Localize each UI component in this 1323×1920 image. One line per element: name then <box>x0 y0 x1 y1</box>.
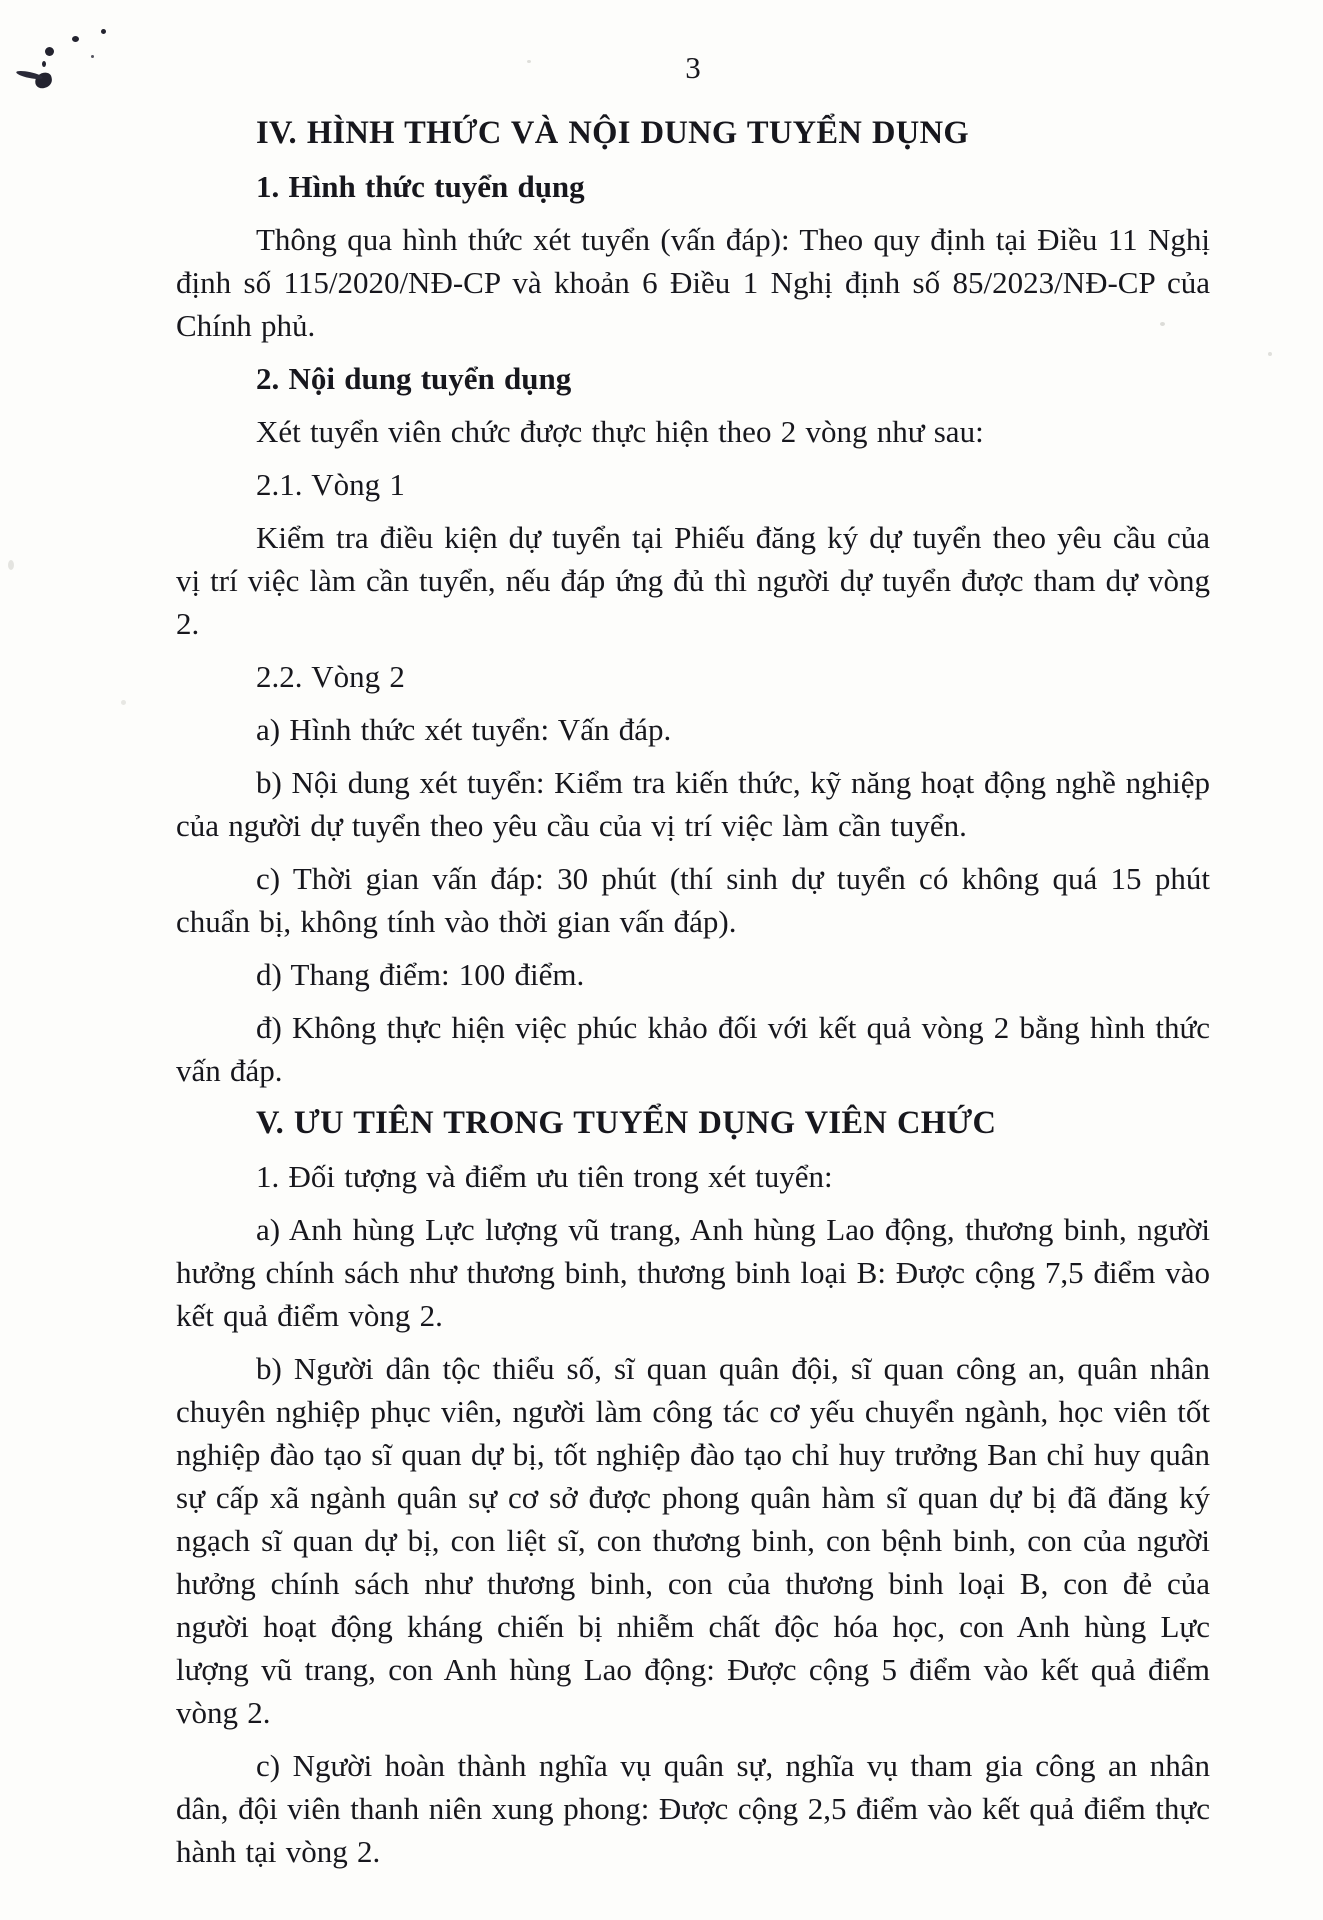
page-number: 3 <box>685 50 701 85</box>
paragraph: 1. Đối tượng và điểm ưu tiên trong xét tuyển: <box>256 1159 833 1194</box>
ink-dot <box>45 47 54 56</box>
section-heading: V. ƯU TIÊN TRONG TUYỂN DỤNG VIÊN CHỨC <box>256 1105 997 1141</box>
ink-blob <box>34 71 54 89</box>
section-heading: IV. HÌNH THỨC VÀ NỘI DUNG TUYỂN DỤNG <box>256 115 969 151</box>
scan-speck <box>8 560 14 570</box>
paragraph: đ) Không thực hiện việc phúc khảo đối với kết quả vòng 2 bằng hình thức vấn đáp. <box>176 1010 1210 1088</box>
sub-heading: 2. Nội dung tuyển dụng <box>256 361 572 396</box>
ink-dot <box>91 55 94 58</box>
ink-tail <box>16 69 44 80</box>
sub-heading: 1. Hình thức tuyển dụng <box>256 169 585 204</box>
ink-dot <box>42 61 46 67</box>
paragraph: b) Người dân tộc thiểu số, sĩ quan quân đội, sĩ quan công an, quân nhân chuyên nghiệp phục viên, người làm công tác cơ yếu chuyển ngành, học viên tốt nghiệp đào tạo sĩ quan dự bị, tốt nghiệp đào tạo chỉ huy trưởng Ban chỉ huy quân sự cấp xã ngành quân sự cơ sở được phong quân hàm sĩ quan dự bị đã đăng ký ngạch sĩ quan dự bị, con liệt sĩ, con thương binh, con bệnh binh, con của người hưởng chính sách như thương binh, con của thương binh loại B, con đẻ của người hoạt động kháng chiến bị nhiễm chất độc hóa học, con Anh hùng Lực lượng vũ trang, con Anh hùng Lao động: Được cộng 5 điểm vào kết quả điểm vòng 2. <box>176 1351 1210 1730</box>
paragraph: Thông qua hình thức xét tuyển (vấn đáp): Theo quy định tại Điều 11 Nghị định số 115/2020/NĐ-CP và khoản 6 Điều 1 Nghị định số 85/2023/NĐ-CP của Chính phủ. <box>176 222 1210 343</box>
ink-dot <box>72 36 79 42</box>
paragraph: d) Thang điểm: 100 điểm. <box>256 957 585 992</box>
paragraph: b) Nội dung xét tuyển: Kiểm tra kiến thức, kỹ năng hoạt động nghề nghiệp của người dự tuyển theo yêu cầu của vị trí việc làm cần tuyển. <box>176 765 1210 843</box>
scan-speck <box>1268 352 1272 356</box>
document-content <box>176 112 1210 1873</box>
paragraph: 2.1. Vòng 1 <box>256 467 405 502</box>
paragraph: a) Anh hùng Lực lượng vũ trang, Anh hùng Lao động, thương binh, người hưởng chính sách như thương binh, thương binh loại B: Được cộng 7,5 điểm vào kết quả điểm vòng 2. <box>176 1212 1210 1333</box>
paragraph: c) Thời gian vấn đáp: 30 phút (thí sinh dự tuyển có không quá 15 phút chuẩn bị, không tính vào thời gian vấn đáp). <box>176 861 1210 939</box>
paragraph: 2.2. Vòng 2 <box>256 659 405 694</box>
scan-speck <box>121 700 126 705</box>
paragraph: Kiểm tra điều kiện dự tuyển tại Phiếu đăng ký dự tuyển theo yêu cầu của vị trí việc làm cần tuyển, nếu đáp ứng đủ thì người dự tuyển được tham dự vòng 2. <box>176 520 1210 641</box>
paragraph: c) Người hoàn thành nghĩa vụ quân sự, nghĩa vụ tham gia công an nhân dân, đội viên thanh niên xung phong: Được cộng 2,5 điểm vào kết quả điểm thực hành tại vòng 2. <box>176 1748 1210 1869</box>
ink-dot <box>101 29 106 34</box>
paragraph: a) Hình thức xét tuyển: Vấn đáp. <box>256 712 672 747</box>
paragraph: Xét tuyển viên chức được thực hiện theo 2 vòng như sau: <box>256 414 984 449</box>
